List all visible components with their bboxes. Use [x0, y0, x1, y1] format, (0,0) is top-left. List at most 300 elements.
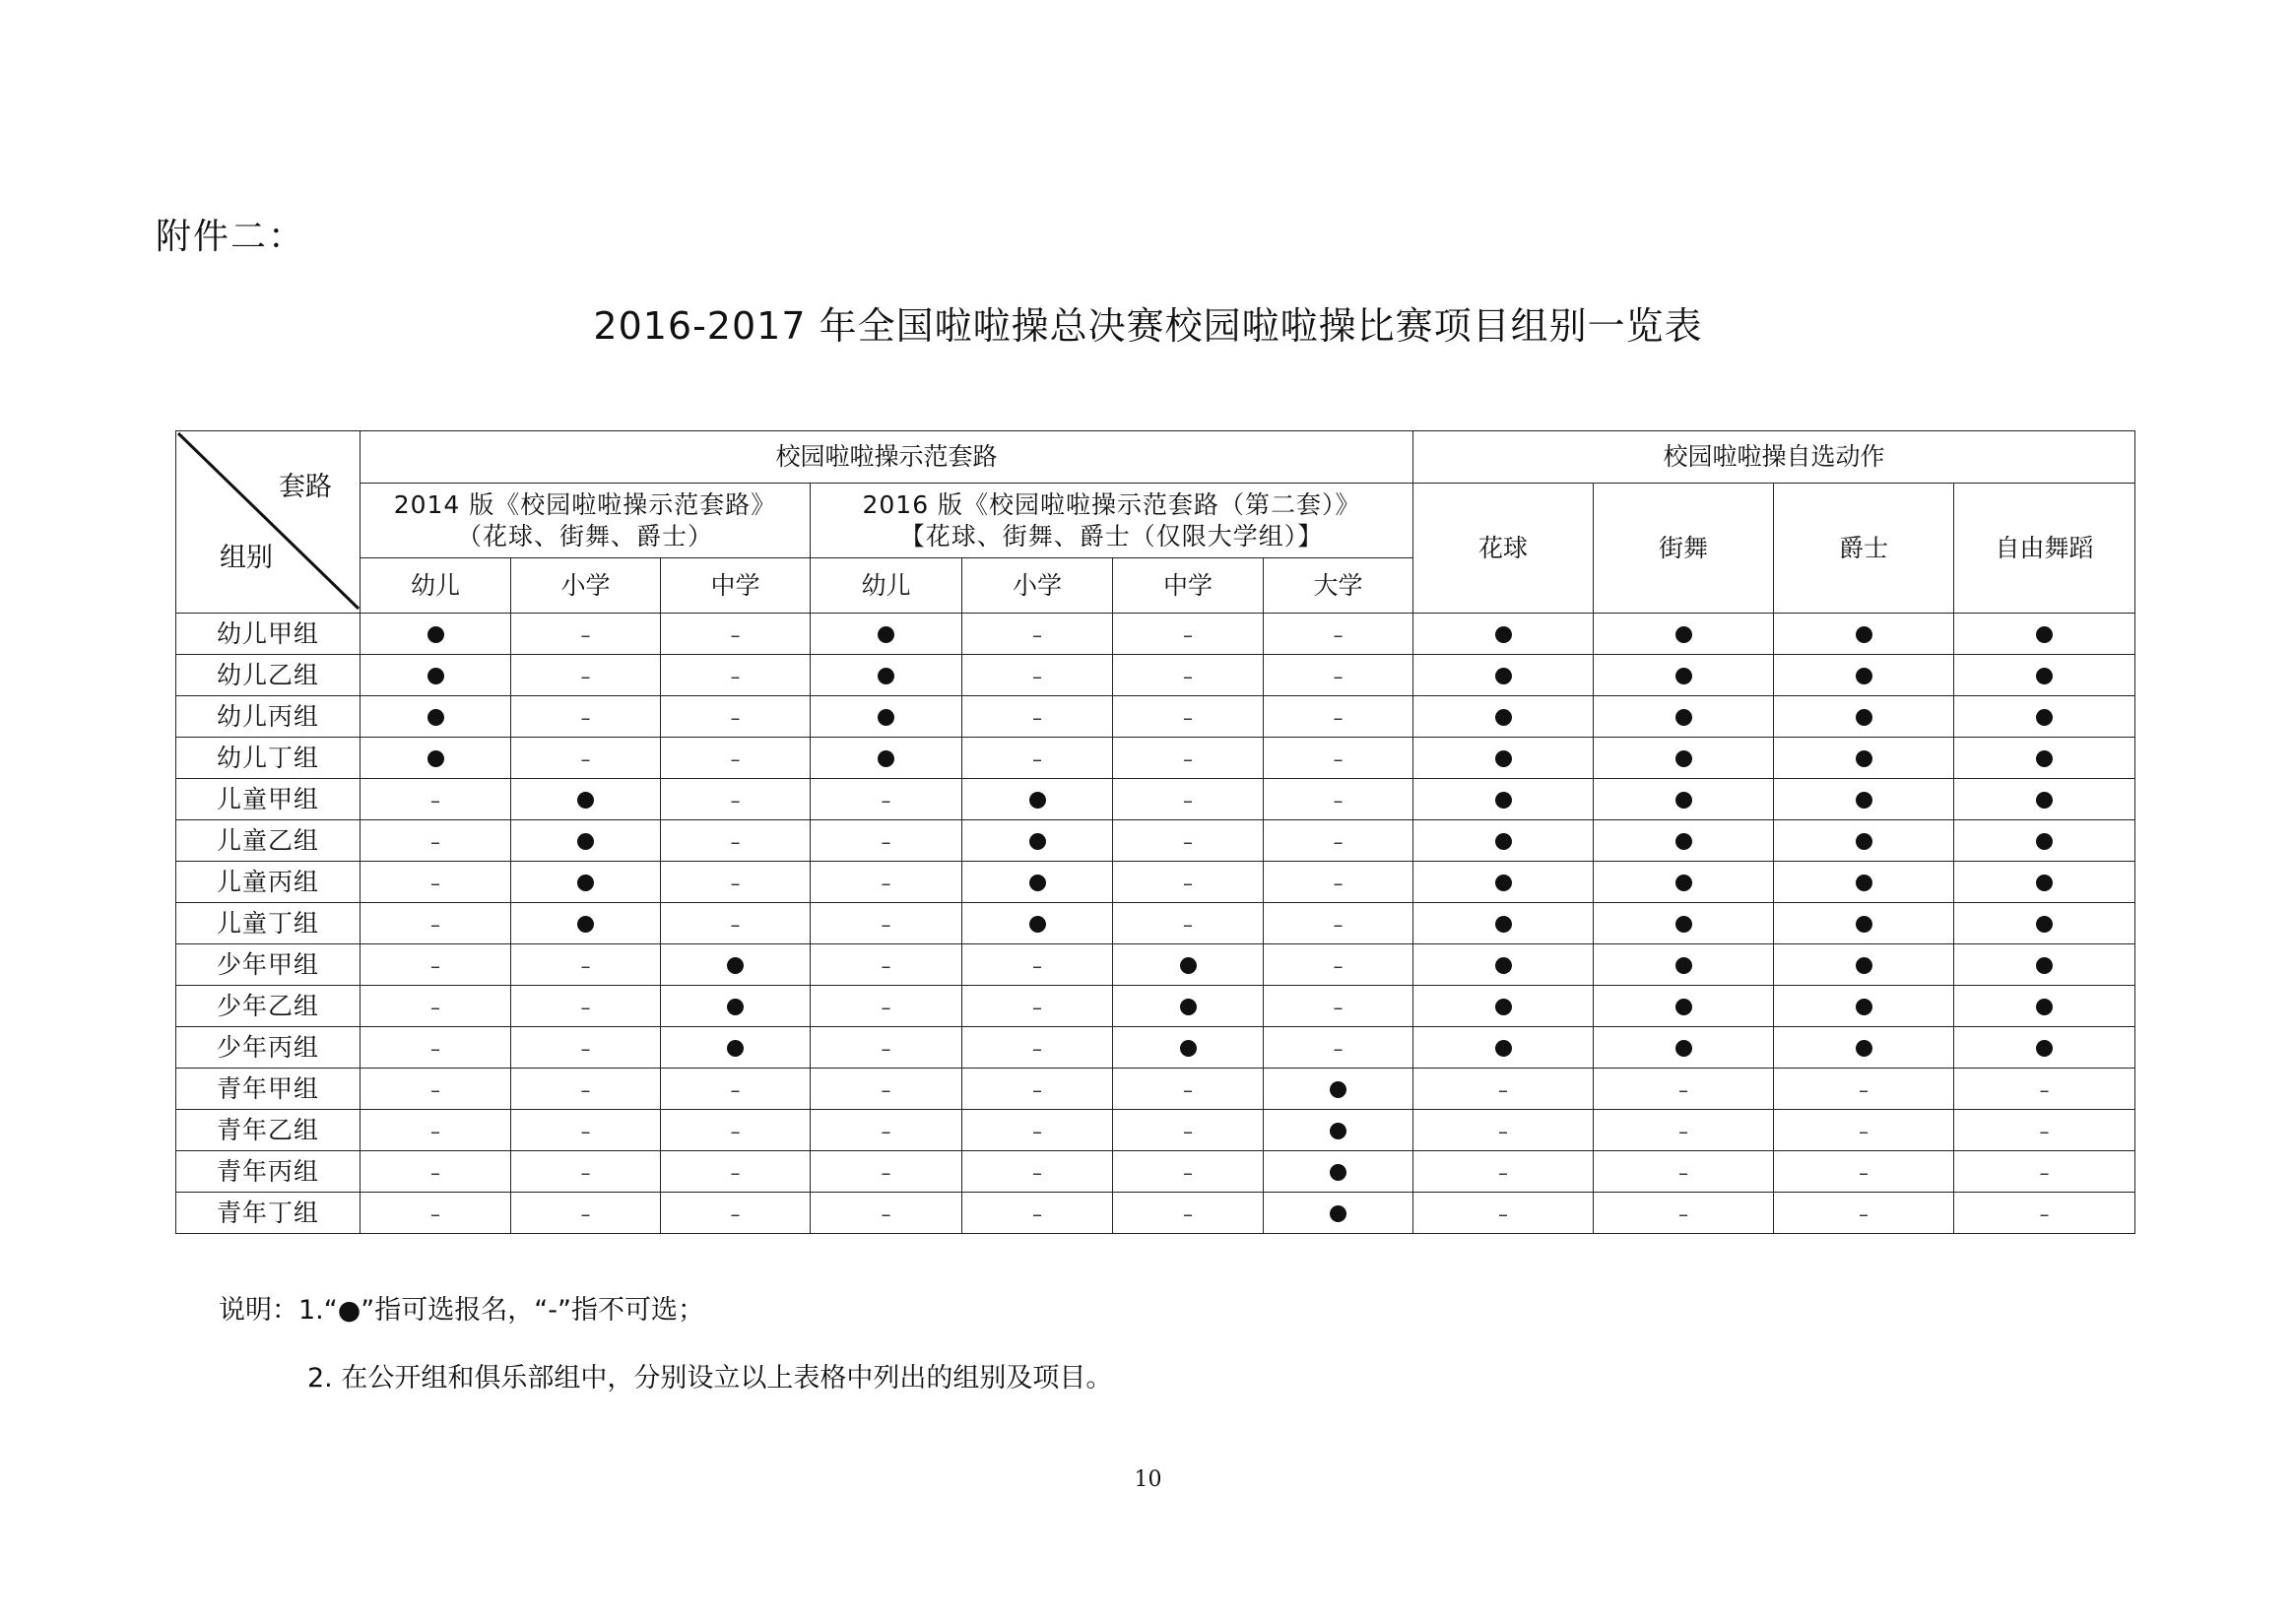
selectable-dot-icon	[1495, 668, 1512, 684]
mark-cell	[1954, 1069, 2135, 1110]
free-item-header: 爵士	[1774, 484, 1954, 614]
not-selectable-dash: –	[430, 912, 440, 937]
mark-cell	[1413, 944, 1594, 986]
level-header-2014: 小学	[511, 558, 661, 614]
version-2016-line1: 2016 版《校园啦啦操示范套路（第二套）》	[862, 490, 1361, 520]
selectable-dot-icon	[1856, 833, 1872, 850]
selectable-dot-icon	[2036, 626, 2053, 643]
selectable-dot-icon	[1675, 916, 1692, 933]
mark-cell	[511, 1069, 661, 1110]
section-free-header: 校园啦啦操自选动作	[1413, 431, 2135, 484]
not-selectable-dash: –	[2039, 1077, 2050, 1102]
mark-cell	[1264, 1151, 1413, 1193]
selectable-dot-icon	[1675, 792, 1692, 809]
not-selectable-dash: –	[1183, 912, 1193, 937]
table-row	[176, 903, 2135, 944]
not-selectable-dash: –	[730, 1160, 741, 1185]
group-name-cell: 儿童丙组	[176, 862, 361, 903]
mark-cell	[1594, 820, 1774, 862]
not-selectable-dash: –	[1333, 664, 1344, 688]
mark-cell	[811, 1027, 962, 1069]
attachment-label: 附件二：	[156, 217, 306, 257]
not-selectable-dash: –	[580, 1036, 591, 1061]
not-selectable-dash: –	[1333, 871, 1344, 895]
mark-cell	[1264, 1110, 1413, 1151]
selectable-dot-icon	[1856, 999, 1872, 1015]
selectable-dot-icon	[427, 709, 444, 726]
mark-cell	[1954, 1193, 2135, 1234]
not-selectable-dash: –	[1183, 788, 1193, 812]
mark-cell	[1954, 1027, 2135, 1069]
not-selectable-dash: –	[1333, 953, 1344, 978]
selectable-dot-icon	[1856, 709, 1872, 726]
not-selectable-dash: –	[580, 1077, 591, 1102]
not-selectable-dash: –	[1498, 1077, 1509, 1102]
mark-cell	[1413, 1110, 1594, 1151]
mark-cell	[1594, 696, 1774, 738]
not-selectable-dash: –	[1183, 1119, 1193, 1143]
not-selectable-dash: –	[1032, 1036, 1042, 1061]
mark-cell	[1774, 1069, 1954, 1110]
mark-cell	[1264, 696, 1413, 738]
not-selectable-dash: –	[430, 871, 440, 895]
mark-cell	[1954, 862, 2135, 903]
mark-cell	[361, 779, 511, 820]
mark-cell	[361, 820, 511, 862]
mark-cell	[361, 944, 511, 986]
mark-cell	[962, 1027, 1113, 1069]
mark-cell	[962, 903, 1113, 944]
group-name-cell: 幼儿丁组	[176, 738, 361, 779]
not-selectable-dash: –	[730, 1077, 741, 1102]
selectable-dot-icon	[577, 833, 594, 850]
mark-cell	[661, 944, 811, 986]
not-selectable-dash: –	[1032, 1077, 1042, 1102]
mark-cell	[1594, 903, 1774, 944]
mark-cell	[661, 986, 811, 1027]
selectable-dot-icon	[1330, 1205, 1346, 1222]
mark-cell	[1113, 738, 1264, 779]
mark-cell	[1264, 820, 1413, 862]
mark-cell	[1113, 820, 1264, 862]
selectable-dot-icon	[1675, 750, 1692, 767]
mark-cell	[1413, 862, 1594, 903]
not-selectable-dash: –	[1032, 664, 1042, 688]
mark-cell	[962, 820, 1113, 862]
selectable-dot-icon	[1856, 1040, 1872, 1057]
mark-cell	[811, 986, 962, 1027]
group-name-cell: 青年丙组	[176, 1151, 361, 1193]
mark-cell	[661, 738, 811, 779]
not-selectable-dash: –	[430, 1201, 440, 1226]
version-2014-line2: （花球、街舞、爵士）	[456, 521, 713, 551]
not-selectable-dash: –	[580, 1160, 591, 1185]
mark-cell	[661, 614, 811, 655]
not-selectable-dash: –	[580, 1119, 591, 1143]
mark-cell	[511, 614, 661, 655]
mark-cell	[1774, 696, 1954, 738]
selectable-dot-icon	[1675, 626, 1692, 643]
table-row	[176, 655, 2135, 696]
mark-cell	[811, 1110, 962, 1151]
mark-cell	[811, 862, 962, 903]
mark-cell	[1594, 1027, 1774, 1069]
table-row	[176, 1151, 2135, 1193]
mark-cell	[1113, 1151, 1264, 1193]
level-header-2016: 小学	[962, 558, 1113, 614]
not-selectable-dash: –	[1032, 1201, 1042, 1226]
selectable-dot-icon	[1856, 668, 1872, 684]
not-selectable-dash: –	[730, 871, 741, 895]
mark-cell	[811, 903, 962, 944]
selectable-dot-icon	[427, 626, 444, 643]
not-selectable-dash: –	[1678, 1160, 1689, 1185]
mark-cell	[1594, 614, 1774, 655]
selectable-dot-icon	[1495, 709, 1512, 726]
not-selectable-dash: –	[881, 1036, 891, 1061]
mark-cell	[1774, 820, 1954, 862]
mark-cell	[1594, 862, 1774, 903]
not-selectable-dash: –	[430, 1077, 440, 1102]
mark-cell	[1413, 738, 1594, 779]
selectable-dot-icon	[1856, 875, 1872, 891]
mark-cell	[1413, 903, 1594, 944]
selectable-dot-icon	[1675, 668, 1692, 684]
selectable-dot-icon	[2036, 999, 2053, 1015]
mark-cell	[962, 1069, 1113, 1110]
mark-cell	[661, 1151, 811, 1193]
mark-cell	[1113, 903, 1264, 944]
selectable-dot-icon	[2036, 792, 2053, 809]
not-selectable-dash: –	[881, 912, 891, 937]
not-selectable-dash: –	[881, 1119, 891, 1143]
mark-cell	[811, 655, 962, 696]
not-selectable-dash: –	[730, 1201, 741, 1226]
mark-cell	[361, 1151, 511, 1193]
not-selectable-dash: –	[881, 953, 891, 978]
mark-cell	[962, 696, 1113, 738]
selectable-dot-icon	[577, 875, 594, 891]
mark-cell	[962, 944, 1113, 986]
section-demo-header: 校园啦啦操示范套路	[361, 431, 1413, 484]
selectable-dot-icon	[878, 750, 894, 767]
selectable-dot-icon	[1495, 833, 1512, 850]
not-selectable-dash: –	[1333, 995, 1344, 1019]
not-selectable-dash: –	[1678, 1119, 1689, 1143]
mark-cell	[511, 738, 661, 779]
selectable-dot-icon	[1495, 916, 1512, 933]
not-selectable-dash: –	[1183, 829, 1193, 854]
table-row	[176, 614, 2135, 655]
selectable-dot-icon	[2036, 750, 2053, 767]
not-selectable-dash: –	[1183, 1201, 1193, 1226]
not-selectable-dash: –	[2039, 1160, 2050, 1185]
group-name-cell: 儿童甲组	[176, 779, 361, 820]
selectable-dot-icon	[1675, 833, 1692, 850]
table-row	[176, 1193, 2135, 1234]
group-name-cell: 幼儿乙组	[176, 655, 361, 696]
group-name-cell: 儿童丁组	[176, 903, 361, 944]
mark-cell	[811, 614, 962, 655]
group-name-cell: 幼儿丙组	[176, 696, 361, 738]
mark-cell	[962, 655, 1113, 696]
selectable-dot-icon	[1495, 792, 1512, 809]
mark-cell	[1113, 1110, 1264, 1151]
mark-cell	[511, 903, 661, 944]
not-selectable-dash: –	[1333, 705, 1344, 730]
mark-cell	[1264, 986, 1413, 1027]
mark-cell	[1413, 779, 1594, 820]
selectable-dot-icon	[1675, 875, 1692, 891]
mark-cell	[511, 779, 661, 820]
version-2014-header	[361, 484, 811, 558]
not-selectable-dash: –	[881, 788, 891, 812]
table-row	[176, 696, 2135, 738]
mark-cell	[361, 614, 511, 655]
mark-cell	[1954, 903, 2135, 944]
group-name-cell: 少年丙组	[176, 1027, 361, 1069]
group-name-cell: 青年乙组	[176, 1110, 361, 1151]
not-selectable-dash: –	[1859, 1201, 1870, 1226]
mark-cell	[1113, 696, 1264, 738]
mark-cell	[1413, 1027, 1594, 1069]
not-selectable-dash: –	[1333, 788, 1344, 812]
mark-cell	[511, 655, 661, 696]
mark-cell	[361, 903, 511, 944]
mark-cell	[811, 820, 962, 862]
corner-diagonal-line	[176, 431, 361, 611]
not-selectable-dash: –	[1498, 1201, 1509, 1226]
not-selectable-dash: –	[730, 622, 741, 647]
not-selectable-dash: –	[430, 1119, 440, 1143]
selectable-dot-icon	[1029, 792, 1046, 809]
not-selectable-dash: –	[881, 1160, 891, 1185]
selectable-dot-icon	[427, 750, 444, 767]
selectable-dot-icon	[1029, 875, 1046, 891]
selectable-dot-icon	[2036, 957, 2053, 974]
not-selectable-dash: –	[730, 829, 741, 854]
not-selectable-dash: –	[430, 788, 440, 812]
table-row	[176, 779, 2135, 820]
mark-cell	[1594, 1151, 1774, 1193]
mark-cell	[1954, 1110, 2135, 1151]
not-selectable-dash: –	[580, 1201, 591, 1226]
not-selectable-dash: –	[730, 664, 741, 688]
note-line-1: 说明：1.“●”指可选报名，“-”指不可选；	[219, 1295, 705, 1326]
selectable-dot-icon	[1495, 750, 1512, 767]
mark-cell	[661, 696, 811, 738]
registration-table	[175, 430, 2135, 1234]
mark-cell	[1594, 655, 1774, 696]
mark-cell	[1113, 944, 1264, 986]
table-row	[176, 1027, 2135, 1069]
selectable-dot-icon	[1495, 626, 1512, 643]
mark-cell	[1264, 738, 1413, 779]
selectable-dot-icon	[1675, 1040, 1692, 1057]
not-selectable-dash: –	[730, 705, 741, 730]
selectable-dot-icon	[427, 668, 444, 684]
mark-cell	[1264, 779, 1413, 820]
not-selectable-dash: –	[1333, 1036, 1344, 1061]
mark-cell	[1413, 1069, 1594, 1110]
corner-row-label: 组别	[220, 543, 273, 574]
selectable-dot-icon	[1856, 916, 1872, 933]
mark-cell	[661, 1069, 811, 1110]
mark-cell	[1774, 862, 1954, 903]
table-row	[176, 1110, 2135, 1151]
mark-cell	[1413, 1193, 1594, 1234]
selectable-dot-icon	[2036, 668, 2053, 684]
not-selectable-dash: –	[881, 829, 891, 854]
level-header-2014: 中学	[661, 558, 811, 614]
not-selectable-dash: –	[1032, 1119, 1042, 1143]
not-selectable-dash: –	[1032, 1160, 1042, 1185]
not-selectable-dash: –	[430, 1160, 440, 1185]
mark-cell	[1774, 1151, 1954, 1193]
mark-cell	[511, 944, 661, 986]
mark-cell	[361, 696, 511, 738]
mark-cell	[1954, 986, 2135, 1027]
free-item-header: 花球	[1413, 484, 1594, 614]
mark-cell	[1413, 655, 1594, 696]
mark-cell	[661, 820, 811, 862]
mark-cell	[511, 1110, 661, 1151]
selectable-dot-icon	[1495, 999, 1512, 1015]
group-name-cell: 少年乙组	[176, 986, 361, 1027]
not-selectable-dash: –	[580, 622, 591, 647]
mark-cell	[1774, 944, 1954, 986]
mark-cell	[962, 779, 1113, 820]
group-name-cell: 幼儿甲组	[176, 614, 361, 655]
free-item-header: 自由舞蹈	[1954, 484, 2135, 614]
group-name-cell: 青年甲组	[176, 1069, 361, 1110]
not-selectable-dash: –	[881, 1201, 891, 1226]
selectable-dot-icon	[1029, 916, 1046, 933]
not-selectable-dash: –	[580, 664, 591, 688]
selectable-dot-icon	[1180, 957, 1197, 974]
not-selectable-dash: –	[1183, 705, 1193, 730]
selectable-dot-icon	[2036, 916, 2053, 933]
not-selectable-dash: –	[2039, 1119, 2050, 1143]
mark-cell	[1954, 738, 2135, 779]
mark-cell	[811, 1151, 962, 1193]
selectable-dot-icon	[1495, 1040, 1512, 1057]
mark-cell	[1774, 655, 1954, 696]
mark-cell	[1594, 1193, 1774, 1234]
mark-cell	[1774, 614, 1954, 655]
not-selectable-dash: –	[1678, 1201, 1689, 1226]
corner-column-label: 套路	[279, 472, 332, 502]
not-selectable-dash: –	[1183, 1160, 1193, 1185]
mark-cell	[1774, 986, 1954, 1027]
not-selectable-dash: –	[881, 1077, 891, 1102]
mark-cell	[1954, 614, 2135, 655]
selectable-dot-icon	[727, 999, 744, 1015]
not-selectable-dash: –	[730, 1119, 741, 1143]
mark-cell	[962, 862, 1113, 903]
mark-cell	[1594, 738, 1774, 779]
version-2016-line2: 【花球、街舞、爵士（仅限大学组）】	[899, 521, 1324, 551]
mark-cell	[661, 779, 811, 820]
selectable-dot-icon	[1330, 1123, 1346, 1139]
mark-cell	[1264, 1193, 1413, 1234]
not-selectable-dash: –	[1032, 953, 1042, 978]
not-selectable-dash: –	[580, 746, 591, 771]
mark-cell	[1264, 614, 1413, 655]
mark-cell	[1113, 986, 1264, 1027]
mark-cell	[1774, 1193, 1954, 1234]
selectable-dot-icon	[1180, 999, 1197, 1015]
mark-cell	[1774, 903, 1954, 944]
mark-cell	[361, 1193, 511, 1234]
table-row	[176, 986, 2135, 1027]
header-corner-cell	[176, 431, 361, 614]
mark-cell	[1954, 655, 2135, 696]
selectable-dot-icon	[1330, 1081, 1346, 1098]
not-selectable-dash: –	[1678, 1077, 1689, 1102]
not-selectable-dash: –	[1333, 746, 1344, 771]
not-selectable-dash: –	[881, 871, 891, 895]
not-selectable-dash: –	[430, 1036, 440, 1061]
mark-cell	[1264, 903, 1413, 944]
selectable-dot-icon	[577, 792, 594, 809]
not-selectable-dash: –	[1032, 995, 1042, 1019]
selectable-dot-icon	[1856, 792, 1872, 809]
mark-cell	[1264, 1027, 1413, 1069]
not-selectable-dash: –	[430, 995, 440, 1019]
group-name-cell: 少年甲组	[176, 944, 361, 986]
not-selectable-dash: –	[730, 912, 741, 937]
version-2016-header	[811, 484, 1413, 558]
mark-cell	[1594, 944, 1774, 986]
table-row	[176, 944, 2135, 986]
selectable-dot-icon	[1495, 875, 1512, 891]
selectable-dot-icon	[1675, 709, 1692, 726]
mark-cell	[661, 1110, 811, 1151]
mark-cell	[511, 1027, 661, 1069]
not-selectable-dash: –	[1183, 746, 1193, 771]
not-selectable-dash: –	[580, 705, 591, 730]
mark-cell	[1413, 696, 1594, 738]
not-selectable-dash: –	[1333, 912, 1344, 937]
note-line-2: 2. 在公开组和俱乐部组中，分别设立以上表格中列出的组别及项目。	[307, 1363, 1113, 1394]
mark-cell	[1954, 1151, 2135, 1193]
mark-cell	[511, 986, 661, 1027]
group-name-cell: 儿童乙组	[176, 820, 361, 862]
not-selectable-dash: –	[430, 829, 440, 854]
mark-cell	[962, 1151, 1113, 1193]
mark-cell	[361, 1110, 511, 1151]
mark-cell	[511, 862, 661, 903]
group-name-cell: 青年丁组	[176, 1193, 361, 1234]
selectable-dot-icon	[1495, 957, 1512, 974]
mark-cell	[1413, 1151, 1594, 1193]
not-selectable-dash: –	[1859, 1160, 1870, 1185]
level-header-2014: 幼儿	[361, 558, 511, 614]
table-row	[176, 862, 2135, 903]
table-row	[176, 820, 2135, 862]
mark-cell	[1594, 986, 1774, 1027]
free-item-header: 街舞	[1594, 484, 1774, 614]
not-selectable-dash: –	[1183, 1077, 1193, 1102]
mark-cell	[511, 820, 661, 862]
mark-cell	[1264, 1069, 1413, 1110]
selectable-dot-icon	[1029, 833, 1046, 850]
selectable-dot-icon	[1856, 626, 1872, 643]
mark-cell	[511, 696, 661, 738]
not-selectable-dash: –	[730, 746, 741, 771]
selectable-dot-icon	[2036, 833, 2053, 850]
